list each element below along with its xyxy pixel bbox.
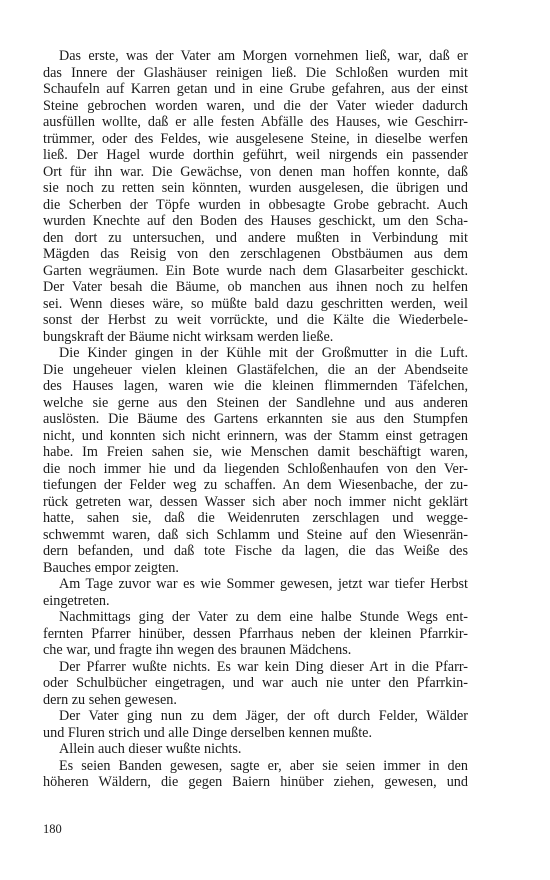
text-line: ließ. Der Hagel wurde dorthin geführt, weil nirgends ein passender <box>43 147 468 163</box>
text-line: trümmer, oder des Feldes, wie ausgelesene Steine, in dieselbe werfen <box>43 130 468 147</box>
text-line: Bauches empor zeigten. <box>43 559 179 576</box>
text-line: rück getreten war, dessen Wasser sich aber noch immer nicht geklärt <box>43 493 468 510</box>
text-line: oder Schulbücher eingetragen, und war auch nie unter den Pfarrkin- <box>43 675 468 691</box>
text-line: nicht, und konnten sich nicht erinnern, was der Stamm einst getragen <box>43 427 468 444</box>
text-line: Nachmittags ging der Vater zu dem eine halbe Stunde Wegs ent- <box>59 609 468 625</box>
text-line: die noch immer hie und da liegenden Schloßenhaufen von den Ver- <box>43 460 468 477</box>
text-line: bungskraft der Bäume nicht wirksam werden ließe. <box>43 328 334 345</box>
text-line: hatte, sahen sie, daß die Weidenruten zerschlagen und wegge- <box>43 510 468 526</box>
text-line: das Innere der Glashäuser reinigen ließ. Die Schloßen wurden mit <box>43 64 468 81</box>
text-line: höheren Wäldern, die gegen Baiern hinüber ziehen, gewesen, und <box>43 774 468 790</box>
text-line: eingetreten. <box>43 592 110 609</box>
text-line: Steine gebrochen worden waren, und die der Vater wieder dadurch <box>43 97 468 114</box>
text-line: welche sie gerne aus den Steinen der Sandlehne und aus anderen <box>43 394 468 411</box>
text-line: dern befanden, und daß tote Fische da lagen, die das Weiße des <box>43 543 468 559</box>
text-line: ausfüllen wollte, daß er alle festen Abfälle des Hauses, wie Geschirr- <box>43 114 468 130</box>
text-line: Es seien Banden gewesen, sagte er, aber sie seien immer in den <box>59 757 468 774</box>
text-line: sie noch zu retten sein könnten, wurden ausgelesen, die übrigen und <box>43 180 468 196</box>
text-line: Allein auch dieser wußte nichts. <box>59 741 242 757</box>
text-line: sei. Wenn dieses wäre, so müßte bald dazu geschritten werden, weil <box>43 295 468 312</box>
text-line: Die ungeheuer vielen kleinen Glastäfelchen, die an der Abendseite <box>43 361 468 378</box>
text-line: Garten wegräumen. Ein Bote wurde nach dem Glasarbeiter geschickt. <box>43 262 468 279</box>
text-line: auslösten. Die Bäume des Gartens erkannten sie aus den Stumpfen <box>43 411 468 427</box>
text-line: die Scherben der Töpfe wurden in obbesagte Grobe gebracht. Auch <box>43 196 468 213</box>
text-line: Das erste, was der Vater am Morgen vornehmen ließ, war, daß er <box>59 48 468 64</box>
text-line: Ort für ihn war. Die Gewächse, von denen man hoffen konnte, daß <box>43 163 468 180</box>
text-line: Am Tage zuvor war es wie Sommer gewesen, jetzt war tiefer Herbst <box>59 576 468 592</box>
page-body <box>43 48 468 791</box>
text-line: den dort zu untersuchen, und andere mußten in Verbindung mit <box>43 229 468 246</box>
text-line: Der Pfarrer wußte nichts. Es war kein Ding dieser Art in die Pfarr- <box>59 658 468 675</box>
text-line: Schaufeln auf Karren getan und in eine Grube gefahren, aus der einst <box>43 81 468 97</box>
text-line: dern zu sehen gewesen. <box>43 691 177 708</box>
text-line: fernten Pfarrer hinüber, dessen Pfarrhaus neben der kleinen Pfarrkir- <box>43 625 468 642</box>
text-line: Die Kinder gingen in der Kühle mit der Großmutter in die Luft. <box>59 345 468 361</box>
text-line: wurden Knechte auf den Boden des Hauses geschickt, um den Scha- <box>43 213 468 229</box>
text-line: tiefungen der Felder weg zu schaffen. An dem Wiesenbache, der zu- <box>43 477 468 493</box>
text-line: sonst der Herbst zu weit vorrückte, und die Kälte die Wiederbele- <box>43 312 468 328</box>
text-line: che war, und fragte ihn wegen des braunen Mädchens. <box>43 642 352 658</box>
text-line: Der Vater besah die Bäume, ob manchen aus ihnen noch zu helfen <box>43 279 468 295</box>
text-line: habe. Im Freien sahen sie, wie Menschen damit beschäftigt waren, <box>43 444 468 460</box>
page-number: 180 <box>43 822 62 836</box>
text-line: Mägden das Reisig von den zerschlagenen Obstbäumen aus dem <box>43 246 468 262</box>
text-line: des Hauses lagen, waren wie die kleinen flimmernden Täfelchen, <box>43 378 468 394</box>
text-line: schwemmt waren, daß sich Schlamm und Steine auf den Wiesenrän- <box>43 526 468 543</box>
text-line: Der Vater ging nun zu dem Jäger, der oft durch Felder, Wälder <box>59 708 468 724</box>
text-line: und Fluren strich und alle Dinge derselben kennen mußte. <box>43 724 372 741</box>
